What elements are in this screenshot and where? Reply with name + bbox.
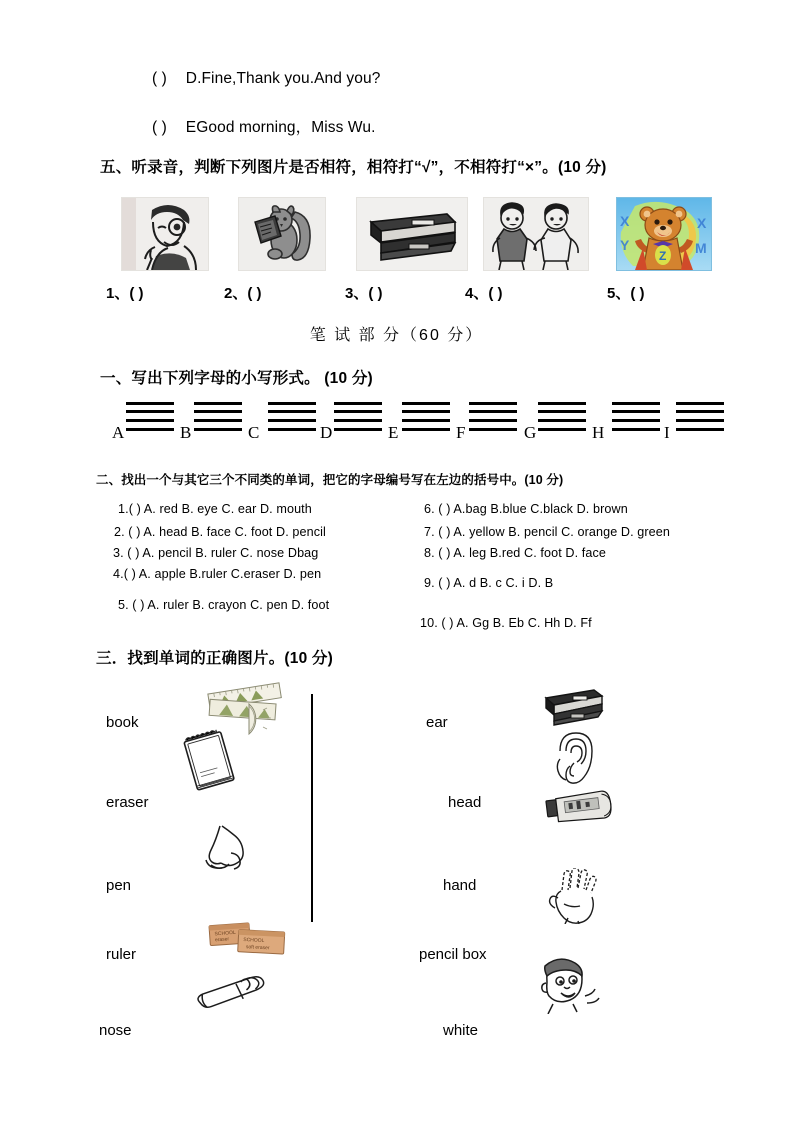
staff-letter-label: A xyxy=(112,423,125,442)
letter-staff-C[interactable] xyxy=(248,398,316,444)
picture-answer-3[interactable]: 3、( ) xyxy=(345,285,383,302)
mc-item-8[interactable]: 8. ( ) A. leg B.red C. foot D. face xyxy=(424,546,606,560)
svg-text:soft eraser: soft eraser xyxy=(245,944,270,952)
mc-item-2[interactable]: 2. ( ) A. head B. face C. foot D. pencil xyxy=(114,525,326,539)
listening-picture-1 xyxy=(121,197,209,271)
clipart-hand xyxy=(548,868,602,924)
match-word-book[interactable]: book xyxy=(106,714,139,731)
listening-picture-4 xyxy=(483,197,589,271)
mc-item-7[interactable]: 7. ( ) A. yellow B. pencil C. orange D. green xyxy=(424,525,670,539)
four-line-guide xyxy=(334,402,382,432)
section-one-heading: 一、写出下列字母的小写形式。 (10 分) xyxy=(100,370,373,387)
match-word-nose[interactable]: nose xyxy=(99,1022,132,1039)
mc-item-9[interactable]: 9. ( ) A. d B. c C. i D. B xyxy=(424,576,554,590)
match-word-ear[interactable]: ear xyxy=(426,714,448,731)
staff-letter-label: G xyxy=(524,423,537,442)
picture-answer-4[interactable]: 4、( ) xyxy=(465,285,503,302)
clipart-notebook xyxy=(178,729,246,791)
mc-item-6[interactable]: 6. ( ) A.bag B.blue C.black D. brown xyxy=(424,502,628,516)
section-five-heading: 五、听录音，判断下列图片是否相符，相符打“√”，不相符打“×”。(10 分) xyxy=(100,159,607,176)
mc-item-1[interactable]: 1.( ) A. red B. eye C. ear D. mouth xyxy=(118,502,312,516)
letter-staff-B[interactable] xyxy=(180,398,242,444)
listening-option-line xyxy=(152,70,380,88)
staff-letter-label: D xyxy=(320,423,333,442)
match-word-pen[interactable]: pen xyxy=(106,877,132,894)
letter-staff-E[interactable] xyxy=(388,398,450,444)
letter-staff-G[interactable] xyxy=(524,398,586,444)
four-line-guide xyxy=(612,402,660,432)
staff-letter-label: C xyxy=(248,423,260,442)
svg-text:eraser: eraser xyxy=(214,936,230,944)
letter-staff-A[interactable] xyxy=(112,398,174,444)
letter-staff-I[interactable] xyxy=(664,398,726,444)
match-word-eraser[interactable]: eraser xyxy=(106,794,149,811)
four-line-guide xyxy=(268,402,316,432)
answer-bracket[interactable]: ( ) xyxy=(152,119,167,136)
picture-answer-2[interactable]: 2、( ) xyxy=(224,285,262,302)
listening-picture-5 xyxy=(616,197,712,271)
picture-answer-1[interactable]: 1、( ) xyxy=(106,285,144,302)
written-part-title: 笔 试 部 分（60 分） xyxy=(309,327,484,344)
four-line-guide xyxy=(676,402,724,432)
four-line-guide xyxy=(469,402,517,432)
four-line-guide xyxy=(538,402,586,432)
staff-letter-label: H xyxy=(592,423,605,442)
mc-item-5[interactable]: 5. ( ) A. ruler B. crayon C. pen D. foot xyxy=(118,598,330,612)
mc-item-4[interactable]: 4.( ) A. apple B.ruler C.eraser D. pen xyxy=(113,567,322,581)
staff-letter-label: E xyxy=(388,423,399,442)
listening-picture-2 xyxy=(238,197,326,271)
staff-letter-label: B xyxy=(180,423,192,442)
clipart-nose xyxy=(194,822,252,878)
listening-picture-3 xyxy=(356,197,468,271)
clipart-head xyxy=(529,956,605,1014)
clipart-ear xyxy=(548,729,598,787)
answer-bracket[interactable]: ( ) xyxy=(152,70,167,87)
svg-text:X: X xyxy=(620,213,630,229)
letter-staff-F[interactable] xyxy=(456,398,518,444)
letter-staff-H[interactable] xyxy=(592,398,660,444)
matching-divider xyxy=(311,694,313,922)
match-word-pencil-box[interactable]: pencil box xyxy=(419,946,487,963)
clipart-glue-tube xyxy=(541,788,617,828)
svg-text:SCHOOL: SCHOOL xyxy=(243,936,265,945)
match-word-head[interactable]: head xyxy=(448,794,482,811)
option-text: D.Fine,Thank you.And you? xyxy=(185,70,381,87)
match-word-ruler[interactable]: ruler xyxy=(106,946,137,963)
staff-letter-label: I xyxy=(664,423,670,442)
staff-letter-label: F xyxy=(456,423,466,442)
picture-answer-5[interactable]: 5、( ) xyxy=(607,285,645,302)
four-line-guide xyxy=(194,402,242,432)
section-two-heading: 二、找出一个与其它三个不同类的单词，把它的字母编号写在左边的括号中。(10 分) xyxy=(96,473,564,487)
mc-item-3[interactable]: 3. ( ) A. pencil B. ruler C. nose Dbag xyxy=(113,546,319,560)
mc-item-10[interactable]: 10. ( ) A. Gg B. Eb C. Hh D. Ff xyxy=(420,616,592,630)
section-three-heading: 三．找到单词的正确图片。(10 分) xyxy=(96,650,333,667)
match-word-hand[interactable]: hand xyxy=(443,877,477,894)
svg-text:Y: Y xyxy=(620,237,630,253)
svg-text:X: X xyxy=(697,215,707,231)
clipart-pencil-box xyxy=(538,680,610,728)
listening-option-line xyxy=(152,115,375,137)
letter-writing-staff-row xyxy=(112,398,682,444)
svg-text:M: M xyxy=(695,240,707,256)
clipart-pen xyxy=(189,972,275,1016)
letter-staff-D[interactable] xyxy=(320,398,382,444)
clipart-erasers xyxy=(208,921,290,957)
four-line-guide xyxy=(126,402,174,432)
four-line-guide xyxy=(402,402,450,432)
svg-text:SCHOOL: SCHOOL xyxy=(214,929,236,938)
option-text: EGood morning，Miss Wu. xyxy=(185,119,376,136)
match-word-white[interactable]: white xyxy=(443,1022,479,1039)
svg-text:Z: Z xyxy=(659,249,667,263)
